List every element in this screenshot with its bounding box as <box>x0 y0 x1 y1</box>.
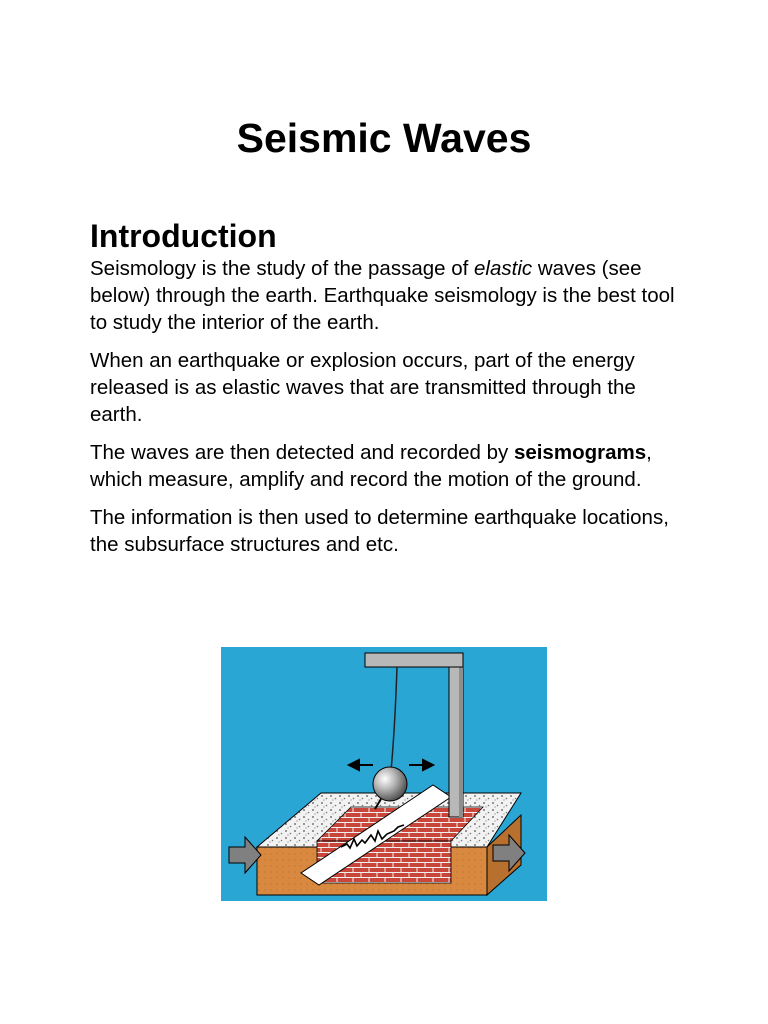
paragraph-3-text-a: The waves are then detected and recorded by <box>90 441 514 464</box>
section-heading: Introduction <box>90 218 277 254</box>
paragraph-4: The information is then used to determine earthquake locations, the subsurface structures and etc. <box>90 506 669 556</box>
seismograph-illustration <box>221 647 547 901</box>
paragraph-2: When an earthquake or explosion occurs, part of the energy released is as elastic waves that are transmitted through the earth. <box>90 349 636 426</box>
support-arm <box>365 653 463 667</box>
paragraph-1-emphasis: elastic <box>474 257 533 280</box>
paragraph-1-text-b: waves (see below) through the earth. Earthquake seismology is the best tool to study the interior of the earth. <box>90 257 675 334</box>
paragraph-1-text-a: Seismology is the study of the passage of <box>90 257 475 280</box>
page-title: Seismic Waves <box>236 115 532 161</box>
paragraph-3-text-b: , which measure, amplify and record the motion of the ground. <box>90 441 652 491</box>
paragraph-3 <box>90 439 690 493</box>
support-post-shade <box>459 661 463 817</box>
body-text <box>90 255 690 569</box>
paragraph-1 <box>90 255 690 336</box>
paragraph-3-strong: seismograms <box>513 441 647 464</box>
pendulum-mass <box>373 767 407 801</box>
